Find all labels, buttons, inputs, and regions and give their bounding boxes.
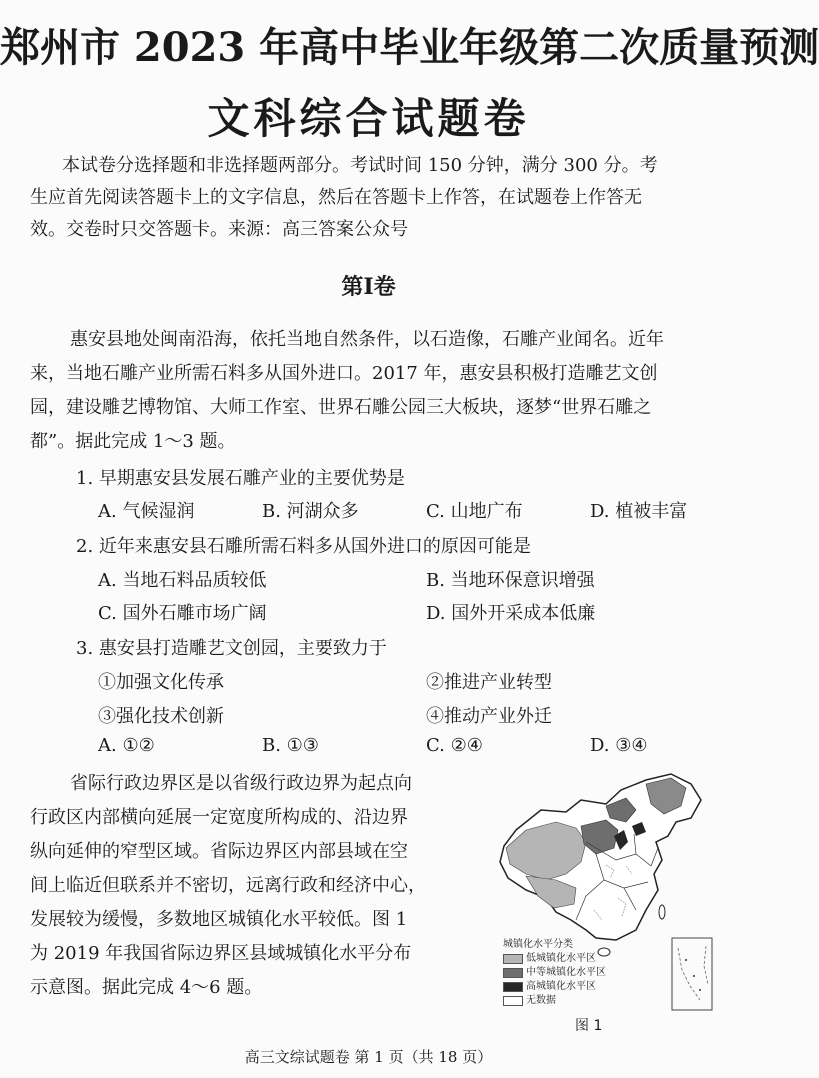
legend-title: 城镇化水平分类 <box>503 939 573 950</box>
passage-line: 惠安县地处闽南沿海，依托当地自然条件，以石造像，石雕产业闻名。近年 <box>70 329 664 350</box>
statement-4: ④推动产业外迁 <box>426 706 552 727</box>
option-b: B. 当地环保意识增强 <box>426 570 595 591</box>
statement-1: ①加强文化传承 <box>98 672 224 693</box>
statement-3: ③强化技术创新 <box>98 706 224 727</box>
legend-swatch <box>503 982 523 992</box>
question-stem: 2. 近年来惠安县石雕所需石料多从国外进口的原因可能是 <box>76 536 531 557</box>
passage-line: 园，建设雕艺博物馆、大师工作室、世界石雕公园三大板块，逐梦“世界石雕之 <box>30 397 652 418</box>
legend-item <box>503 952 606 966</box>
instructions-line: 效。交卷时只交答题卡。来源：高三答案公众号 <box>30 219 408 240</box>
legend-swatch <box>503 954 523 964</box>
option-b: B. ①③ <box>262 735 319 756</box>
option-d: D. ③④ <box>590 735 648 756</box>
question-stem: 3. 惠安县打造雕艺文创园，主要致力于 <box>76 638 387 659</box>
legend-label: 无数据 <box>526 995 556 1006</box>
legend-swatch <box>503 968 523 978</box>
passage-line: 间上临近但联系并不密切，远离行政和经济中心， <box>30 875 426 896</box>
section-title: 第Ⅰ卷 <box>341 274 396 300</box>
map-legend <box>503 938 606 1008</box>
option-c: C. ②④ <box>426 735 483 756</box>
passage-line: 来，当地石雕产业所需石料多从国外进口。2017 年，惠安县积极打造雕艺文创 <box>30 363 658 384</box>
statement-2: ②推进产业转型 <box>426 672 552 693</box>
option-d: D. 植被丰富 <box>590 501 688 522</box>
legend-label: 高城镇化水平区 <box>526 981 596 992</box>
passage-line: 省际行政边界区是以省级行政边界为起点向 <box>70 773 412 794</box>
exam-title: 郑州市 2023 年高中毕业年级第二次质量预测 <box>0 24 819 71</box>
question-stem: 1. 早期惠安县发展石雕产业的主要优势是 <box>76 468 405 489</box>
option-d: D. 国外开采成本低廉 <box>426 603 596 624</box>
option-b: B. 河湖众多 <box>262 501 359 522</box>
legend-item <box>503 994 606 1008</box>
passage-line: 行政区内部横向延展一定宽度所构成的、沿边界 <box>30 807 408 828</box>
option-a: A. 气候湿润 <box>98 501 195 522</box>
passage-line: 为 2019 年我国省际边界区县域城镇化水平分布 <box>30 943 412 964</box>
figure-caption: 图 1 <box>575 1018 603 1034</box>
option-c: C. 国外石雕市场广阔 <box>98 603 267 624</box>
instructions-line: 生应首先阅读答题卡上的文字信息，然后在答题卡上作答，在试题卷上作答无 <box>30 187 642 208</box>
page-footer: 高三文综试题卷 第 1 页（共 18 页） <box>244 1048 493 1066</box>
legend-label: 低城镇化水平区 <box>526 953 596 964</box>
passage-line: 都”。据此完成 1～3 题。 <box>30 431 236 452</box>
option-a: A. ①② <box>98 735 155 756</box>
option-a: A. 当地石料品质较低 <box>98 570 267 591</box>
instructions-line: 本试卷分选择题和非选择题两部分。考试时间 150 分钟，满分 300 分。考 <box>62 155 658 176</box>
legend-item <box>503 966 606 980</box>
option-c: C. 山地广布 <box>426 501 523 522</box>
legend-label: 中等城镇化水平区 <box>526 967 606 978</box>
passage-line: 示意图。据此完成 4～6 题。 <box>30 977 263 998</box>
exam-subtitle: 文科综合试题卷 <box>207 94 530 143</box>
passage-line: 纵向延伸的窄型区域。省际边界区内部县域在空 <box>30 841 408 862</box>
passage-line: 发展较为缓慢，多数地区城镇化水平较低。图 1 <box>30 909 408 930</box>
legend-swatch <box>503 996 523 1006</box>
legend-item <box>503 980 606 994</box>
